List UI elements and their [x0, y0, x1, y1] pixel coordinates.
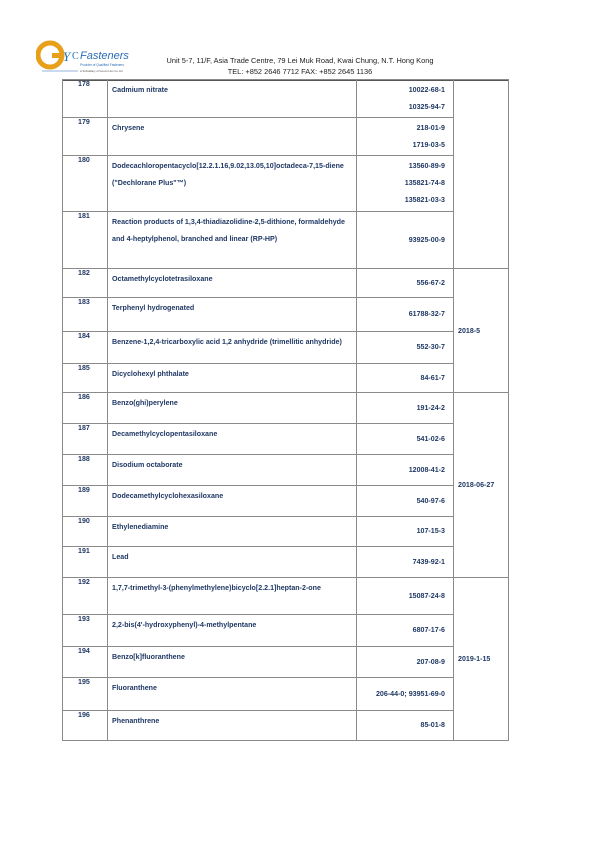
cas-number-cell — [357, 424, 454, 455]
table-row — [63, 118, 509, 156]
substance-name: Dodecamethylcyclohexasiloxane — [108, 486, 357, 517]
row-number: 181 — [63, 212, 108, 269]
cas-number: 13560-89-9 — [408, 162, 445, 170]
row-number: 183 — [63, 298, 108, 332]
cas-number-cell — [357, 647, 454, 678]
svg-text:A Subsidiary of Gooco Hon Co L: A Subsidiary of Gooco Hon Co Ltd — [80, 69, 123, 73]
row-number: 188 — [63, 455, 108, 486]
cas-number: 85-01-8 — [420, 721, 445, 729]
row-number: 180 — [63, 156, 108, 212]
row-number: 190 — [63, 517, 108, 547]
cas-number-cell — [357, 212, 454, 269]
cas-number-cell — [357, 678, 454, 711]
cas-number: 218-01-9 — [416, 123, 445, 132]
svg-text:Fasteners: Fasteners — [80, 50, 129, 62]
substance-name: Dicyclohexyl phthalate — [108, 364, 357, 393]
cas-number: 10022-68-1 — [408, 85, 445, 94]
row-number: 192 — [63, 578, 108, 615]
cas-number: 84-61-7 — [420, 373, 445, 382]
row-number: 178 — [63, 80, 108, 118]
cas-number-cell — [357, 547, 454, 578]
table-row — [63, 332, 509, 364]
address-line: Unit 5-7, 11/F, Asia Trade Centre, 79 Lei Muk Road, Kwai Chung, N.T. Hong Kong — [166, 56, 434, 65]
row-number: 189 — [63, 486, 108, 517]
table-row — [63, 578, 509, 615]
cas-number: 12008-41-2 — [408, 465, 445, 474]
substance-name: Fluoranthene — [108, 678, 357, 711]
table-row — [63, 486, 509, 517]
page-header — [0, 0, 595, 80]
cas-number: 191-24-2 — [416, 403, 445, 412]
row-number: 195 — [63, 678, 108, 711]
substance-name: Octamethylcyclotetrasiloxane — [108, 269, 357, 298]
substance-name: Chrysene — [108, 118, 357, 156]
cas-number-cell — [357, 578, 454, 615]
cas-number: 61788-32-7 — [408, 310, 445, 318]
cas-number: 556-67-2 — [416, 278, 445, 287]
row-number: 182 — [63, 269, 108, 298]
table-row — [63, 647, 509, 678]
row-number: 196 — [63, 711, 108, 741]
substance-name: Benzene-1,2,4-tricarboxylic acid 1,2 anhydride (trimellitic anhydride) — [108, 332, 357, 364]
table-row — [63, 80, 509, 118]
cas-number: 1719-03-5 — [412, 140, 445, 149]
substance-name: Lead — [108, 547, 357, 578]
table-row — [63, 517, 509, 547]
cas-number-cell — [357, 118, 454, 156]
inclusion-date — [454, 80, 509, 269]
row-number: 185 — [63, 364, 108, 393]
cas-number-cell — [357, 486, 454, 517]
company-address — [150, 55, 450, 77]
row-number: 179 — [63, 118, 108, 156]
substance-name: 1,7,7-trimethyl-3-(phenylmethylene)bicyclo[2.2.1]heptan-2-one — [108, 578, 357, 615]
row-number: 194 — [63, 647, 108, 678]
row-number: 193 — [63, 615, 108, 647]
cas-number: 135821-03-3 — [404, 196, 445, 204]
cas-number-cell — [357, 711, 454, 741]
gyc-fasteners-logo — [36, 38, 151, 76]
contact-line: TEL: +852 2646 7712 FAX: +852 2645 1136 — [227, 67, 373, 76]
substance-name: Cadmium nitrate — [108, 80, 357, 118]
cas-number-cell — [357, 80, 454, 118]
cas-number: 552-30-7 — [416, 343, 445, 351]
row-number: 187 — [63, 424, 108, 455]
svg-text:Provider of Qualified Fastener: Provider of Qualified Fasteners — [80, 63, 124, 67]
table-row — [63, 393, 509, 424]
table-row — [63, 298, 509, 332]
cas-number: 93925-00-9 — [408, 235, 445, 244]
substance-name: Terphenyl hydrogenated — [108, 298, 357, 332]
substance-name: Benzo[k]fluoranthene — [108, 647, 357, 678]
cas-number-cell — [357, 455, 454, 486]
svg-text:Y: Y — [63, 49, 71, 64]
substance-name: Benzo(ghi)perylene — [108, 393, 357, 424]
inclusion-date: 2018-5 — [454, 269, 509, 393]
substance-name: Reaction products of 1,3,4-thiadiazolidine-2,5-dithione, formaldehyde and 4-heptylphenol, branched and linear (RP-HP) — [108, 212, 357, 269]
table-row — [63, 156, 509, 212]
cas-number-cell — [357, 615, 454, 647]
cas-number-cell — [357, 332, 454, 364]
row-number: 186 — [63, 393, 108, 424]
table-row — [63, 269, 509, 298]
substance-name: Decamethylcyclopentasiloxane — [108, 424, 357, 455]
substance-name: Phenanthrene — [108, 711, 357, 741]
cas-number: 541-02-6 — [416, 434, 445, 443]
row-number: 191 — [63, 547, 108, 578]
cas-number: 6807-17-6 — [412, 626, 445, 634]
table-row — [63, 547, 509, 578]
svhc-substance-table — [62, 79, 509, 741]
cas-number-cell — [357, 269, 454, 298]
cas-number: 10325-94-7 — [408, 102, 445, 111]
svg-text:C: C — [72, 51, 79, 62]
inclusion-date: 2018-06-27 — [454, 393, 509, 578]
substance-name: Disodium octaborate — [108, 455, 357, 486]
table-row — [63, 711, 509, 741]
cas-number-cell — [357, 393, 454, 424]
table-row — [63, 678, 509, 711]
substance-name: 2,2-bis(4'-hydroxyphenyl)-4-methylpentane — [108, 615, 357, 647]
table-row — [63, 455, 509, 486]
cas-number: 15087-24-8 — [408, 591, 445, 600]
cas-number: 107-15-3 — [416, 527, 445, 535]
cas-number-cell — [357, 364, 454, 393]
cas-number: 206-44-0; 93951-69-0 — [375, 689, 445, 698]
substance-name: Dodecachloropentacyclo[12.2.1.16,9.02,13.05,10]octadeca-7,15-diene ("Dechlorane Plus"™) — [108, 156, 357, 212]
row-number: 184 — [63, 332, 108, 364]
cas-number-cell — [357, 156, 454, 212]
cas-number: 135821-74-8 — [404, 179, 445, 187]
cas-number-cell — [357, 517, 454, 547]
table-row — [63, 615, 509, 647]
cas-number: 207-08-9 — [416, 657, 445, 666]
cas-number: 7439-92-1 — [412, 557, 445, 566]
table-row — [63, 424, 509, 455]
substance-name: Ethylenediamine — [108, 517, 357, 547]
cas-number: 540-97-6 — [416, 496, 445, 505]
table-row — [63, 212, 509, 269]
table-row — [63, 364, 509, 393]
cas-number-cell — [357, 298, 454, 332]
inclusion-date: 2019-1-15 — [454, 578, 509, 741]
